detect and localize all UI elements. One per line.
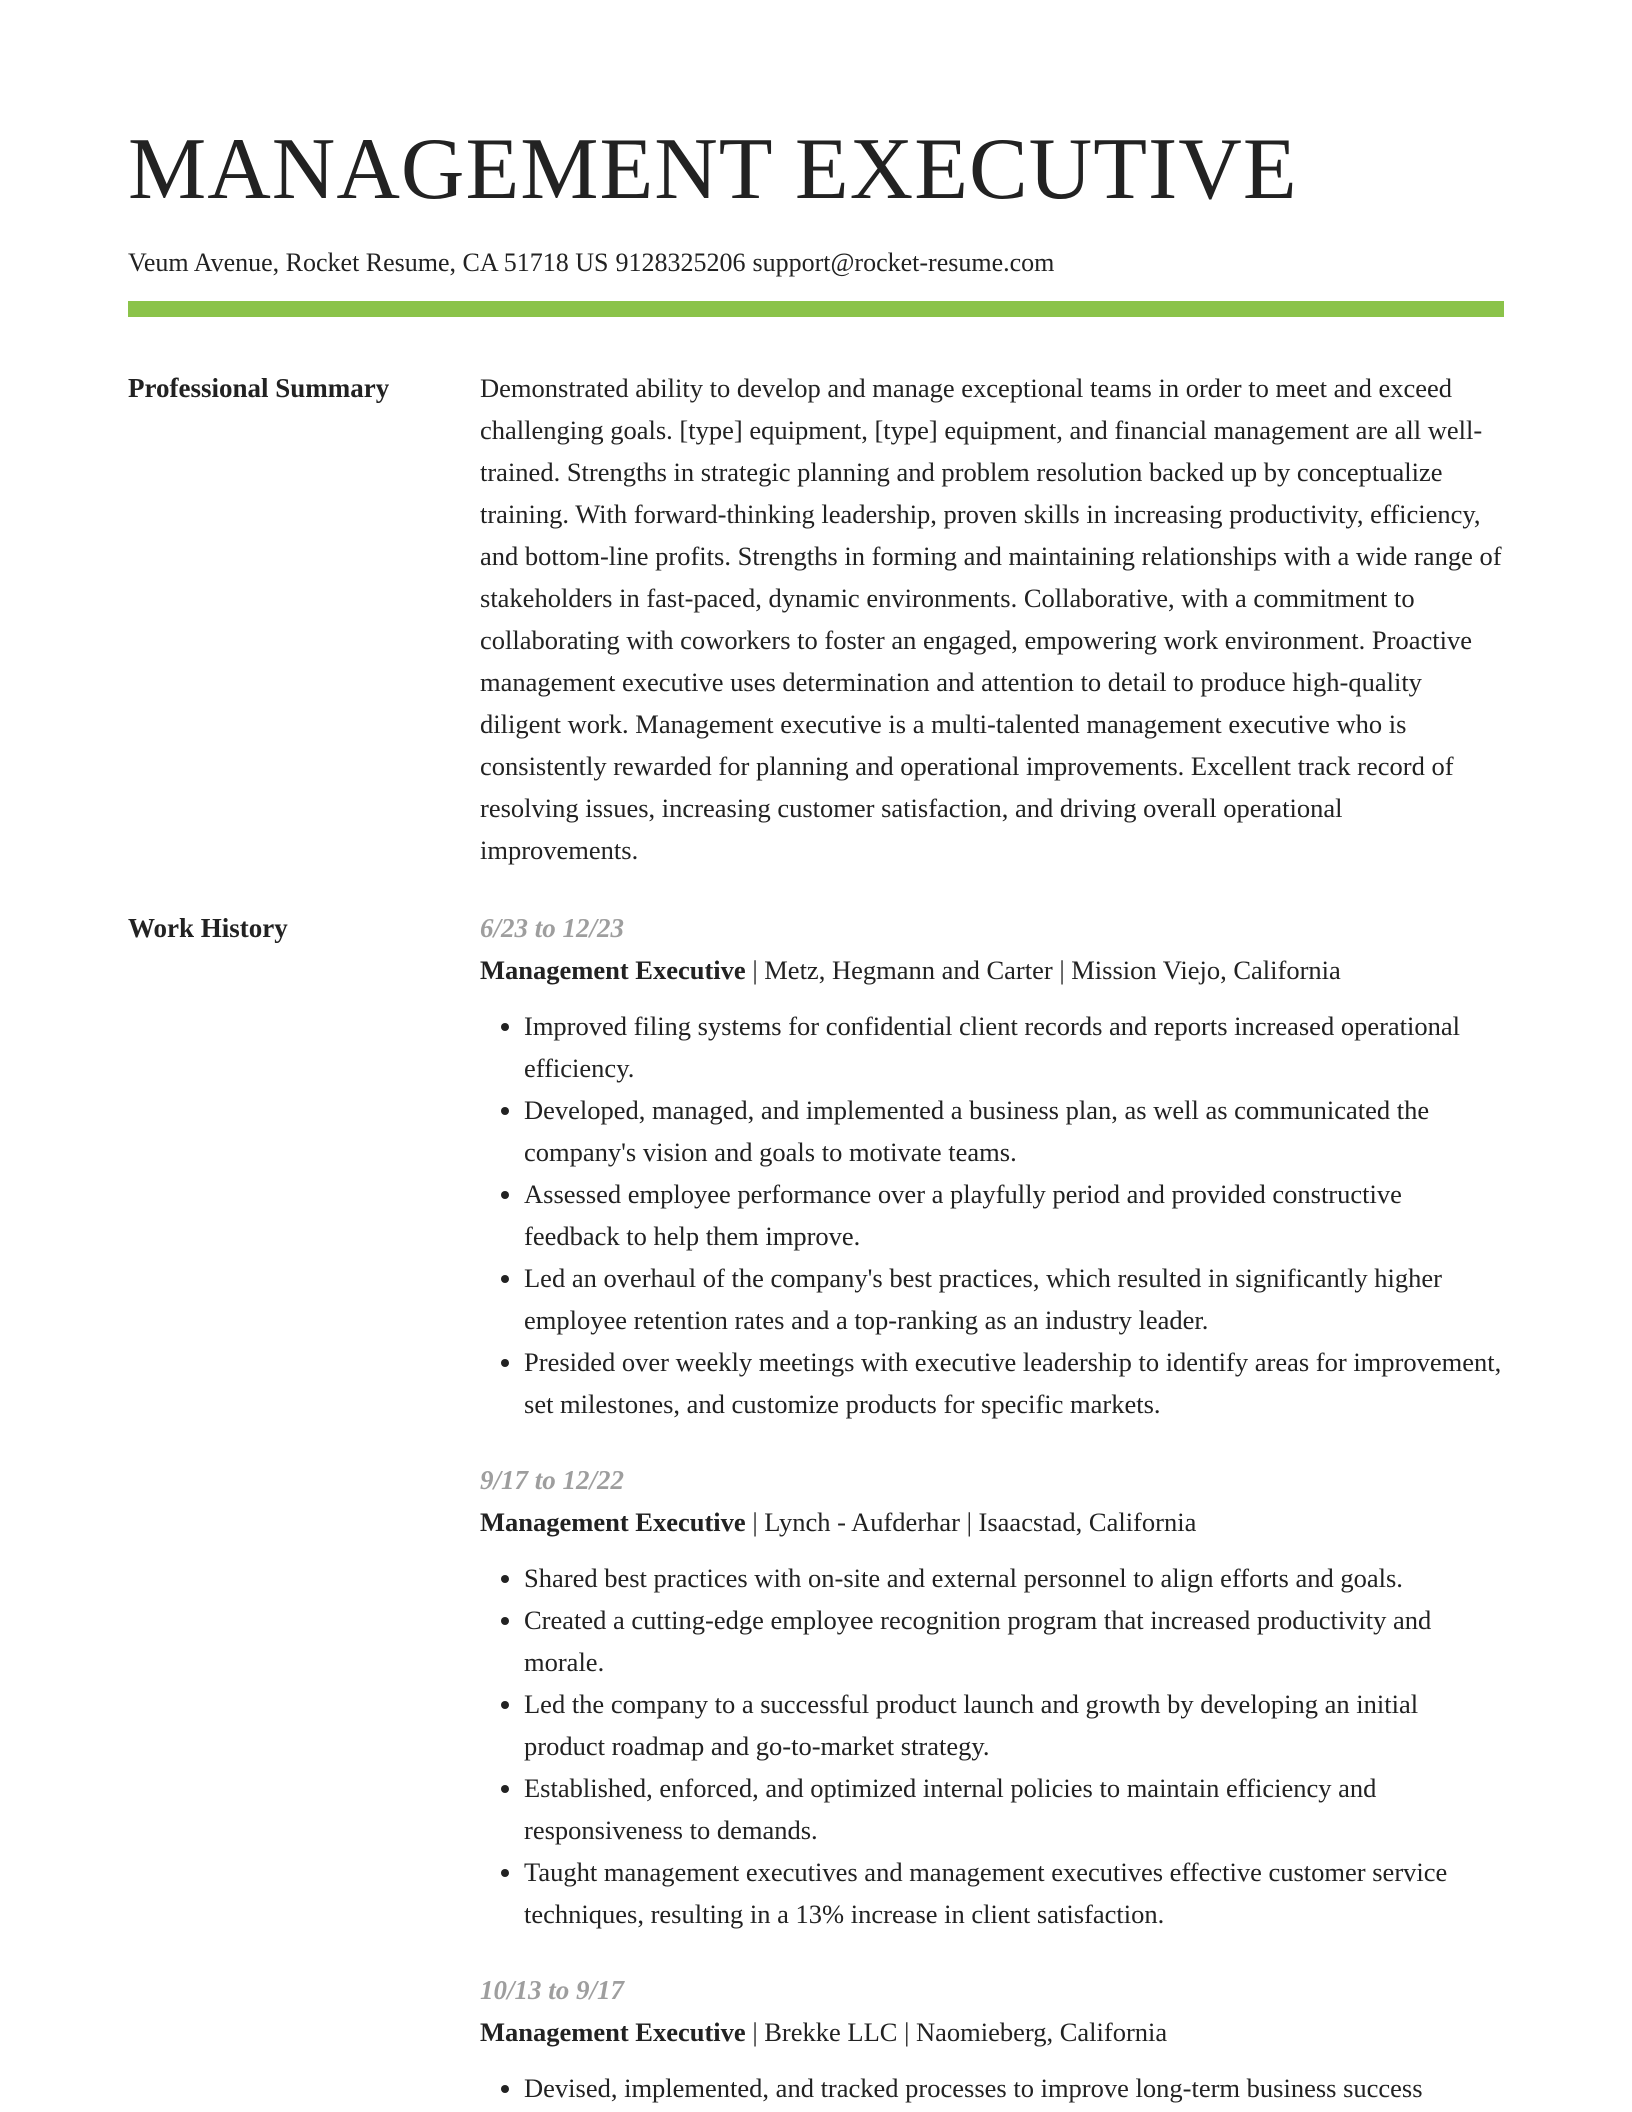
job-dates: 6/23 to 12/23 (480, 913, 625, 943)
address-text: Veum Avenue, Rocket Resume, CA 51718 US (128, 248, 609, 277)
job-entry (480, 1969, 1504, 2109)
job-entry (480, 907, 1504, 1425)
job-bullet: • Presided over weekly meetings with executive leadership to identify areas for improvement, set milestones, and customize products for specific markets. (524, 1341, 1504, 1425)
job-bullet-list (480, 1005, 1504, 1425)
job-bullet: • Assessed employee performance over a playfully period and provided constructive feedback to help them improve. (524, 1173, 1504, 1257)
job-bullet: • Devised, implemented, and tracked processes to improve long-term business success (524, 2067, 1504, 2109)
job-employer-location: | Brekke LLC | Naomieberg, California (745, 2017, 1168, 2047)
job-bullet-list (480, 2067, 1504, 2109)
work-history-body (480, 907, 1504, 2109)
job-bullet: • Led an overhaul of the company's best practices, which resulted in significantly higher employee retention rates and a top-ranking as an industry leader. (524, 1257, 1504, 1341)
job-bullet: • Led the company to a successful product launch and growth by developing an initial product roadmap and go-to-market strategy. (524, 1683, 1504, 1767)
phone-text: 9128325206 (615, 248, 746, 277)
resume-name-heading: MANAGEMENT EXECUTIVE (128, 121, 1298, 218)
job-bullet-list (480, 1557, 1504, 1935)
job-entry (480, 1459, 1504, 1935)
email-text: support@rocket-resume.com (752, 248, 1055, 277)
job-dates: 10/13 to 9/17 (480, 1975, 625, 2005)
job-title-line (480, 2011, 1504, 2053)
job-title: Management Executive (480, 2017, 746, 2047)
resume-page (128, 0, 1504, 2109)
job-title: Management Executive (480, 1507, 746, 1537)
work-history-section (128, 907, 1504, 2109)
job-title-line (480, 1501, 1504, 1543)
job-bullet: • Taught management executives and management executives effective customer service techniques, resulting in a 13% increase in client satisfaction. (524, 1851, 1504, 1935)
job-dates: 9/17 to 12/22 (480, 1465, 625, 1495)
job-bullet: • Developed, managed, and implemented a business plan, as well as communicated the company's vision and goals to motivate teams. (524, 1089, 1504, 1173)
job-bullet: • Shared best practices with on-site and external personnel to align efforts and goals. (524, 1557, 1504, 1599)
professional-summary-section (128, 367, 1504, 871)
job-bullet: • Improved filing systems for confidential client records and reports increased operational efficiency. (524, 1005, 1504, 1089)
summary-body (480, 367, 1504, 871)
job-title-line (480, 949, 1504, 991)
job-bullet: • Established, enforced, and optimized internal policies to maintain efficiency and responsiveness to demands. (524, 1767, 1504, 1851)
job-title: Management Executive (480, 955, 746, 985)
section-label-summary: Professional Summary (128, 373, 390, 403)
accent-divider (128, 301, 1504, 317)
job-employer-location: | Lynch - Aufderhar | Isaacstad, California (745, 1507, 1197, 1537)
job-bullet: • Created a cutting-edge employee recognition program that increased productivity and morale. (524, 1599, 1504, 1683)
contact-line (128, 246, 1504, 280)
section-label-work-history: Work History (128, 913, 288, 943)
summary-text: Demonstrated ability to develop and manage exceptional teams in order to meet and exceed challenging goals. [type] equipment, [type] equipment, and financial management are all well-trained. Strengths in strategic planning and problem resolution backed up by conceptualize training. With forward-thinking leadership, proven skills in increasing productivity, efficiency, and bottom-line profits. Strengths in forming and maintaining relationships with a wide range of stakeholders in fast-paced, dynamic environments. Collaborative, with a commitment to collaborating with coworkers to foster an engaged, empowering work environment. Proactive management executive uses determination and attention to detail to produce high-quality diligent work. Management executive is a multi-talented management executive who is consistently rewarded for planning and operational improvements. Excellent track record of resolving issues, increasing customer satisfaction, and driving overall operational improvements. (480, 373, 1502, 865)
job-employer-location: | Metz, Hegmann and Carter | Mission Viejo, California (745, 955, 1341, 985)
